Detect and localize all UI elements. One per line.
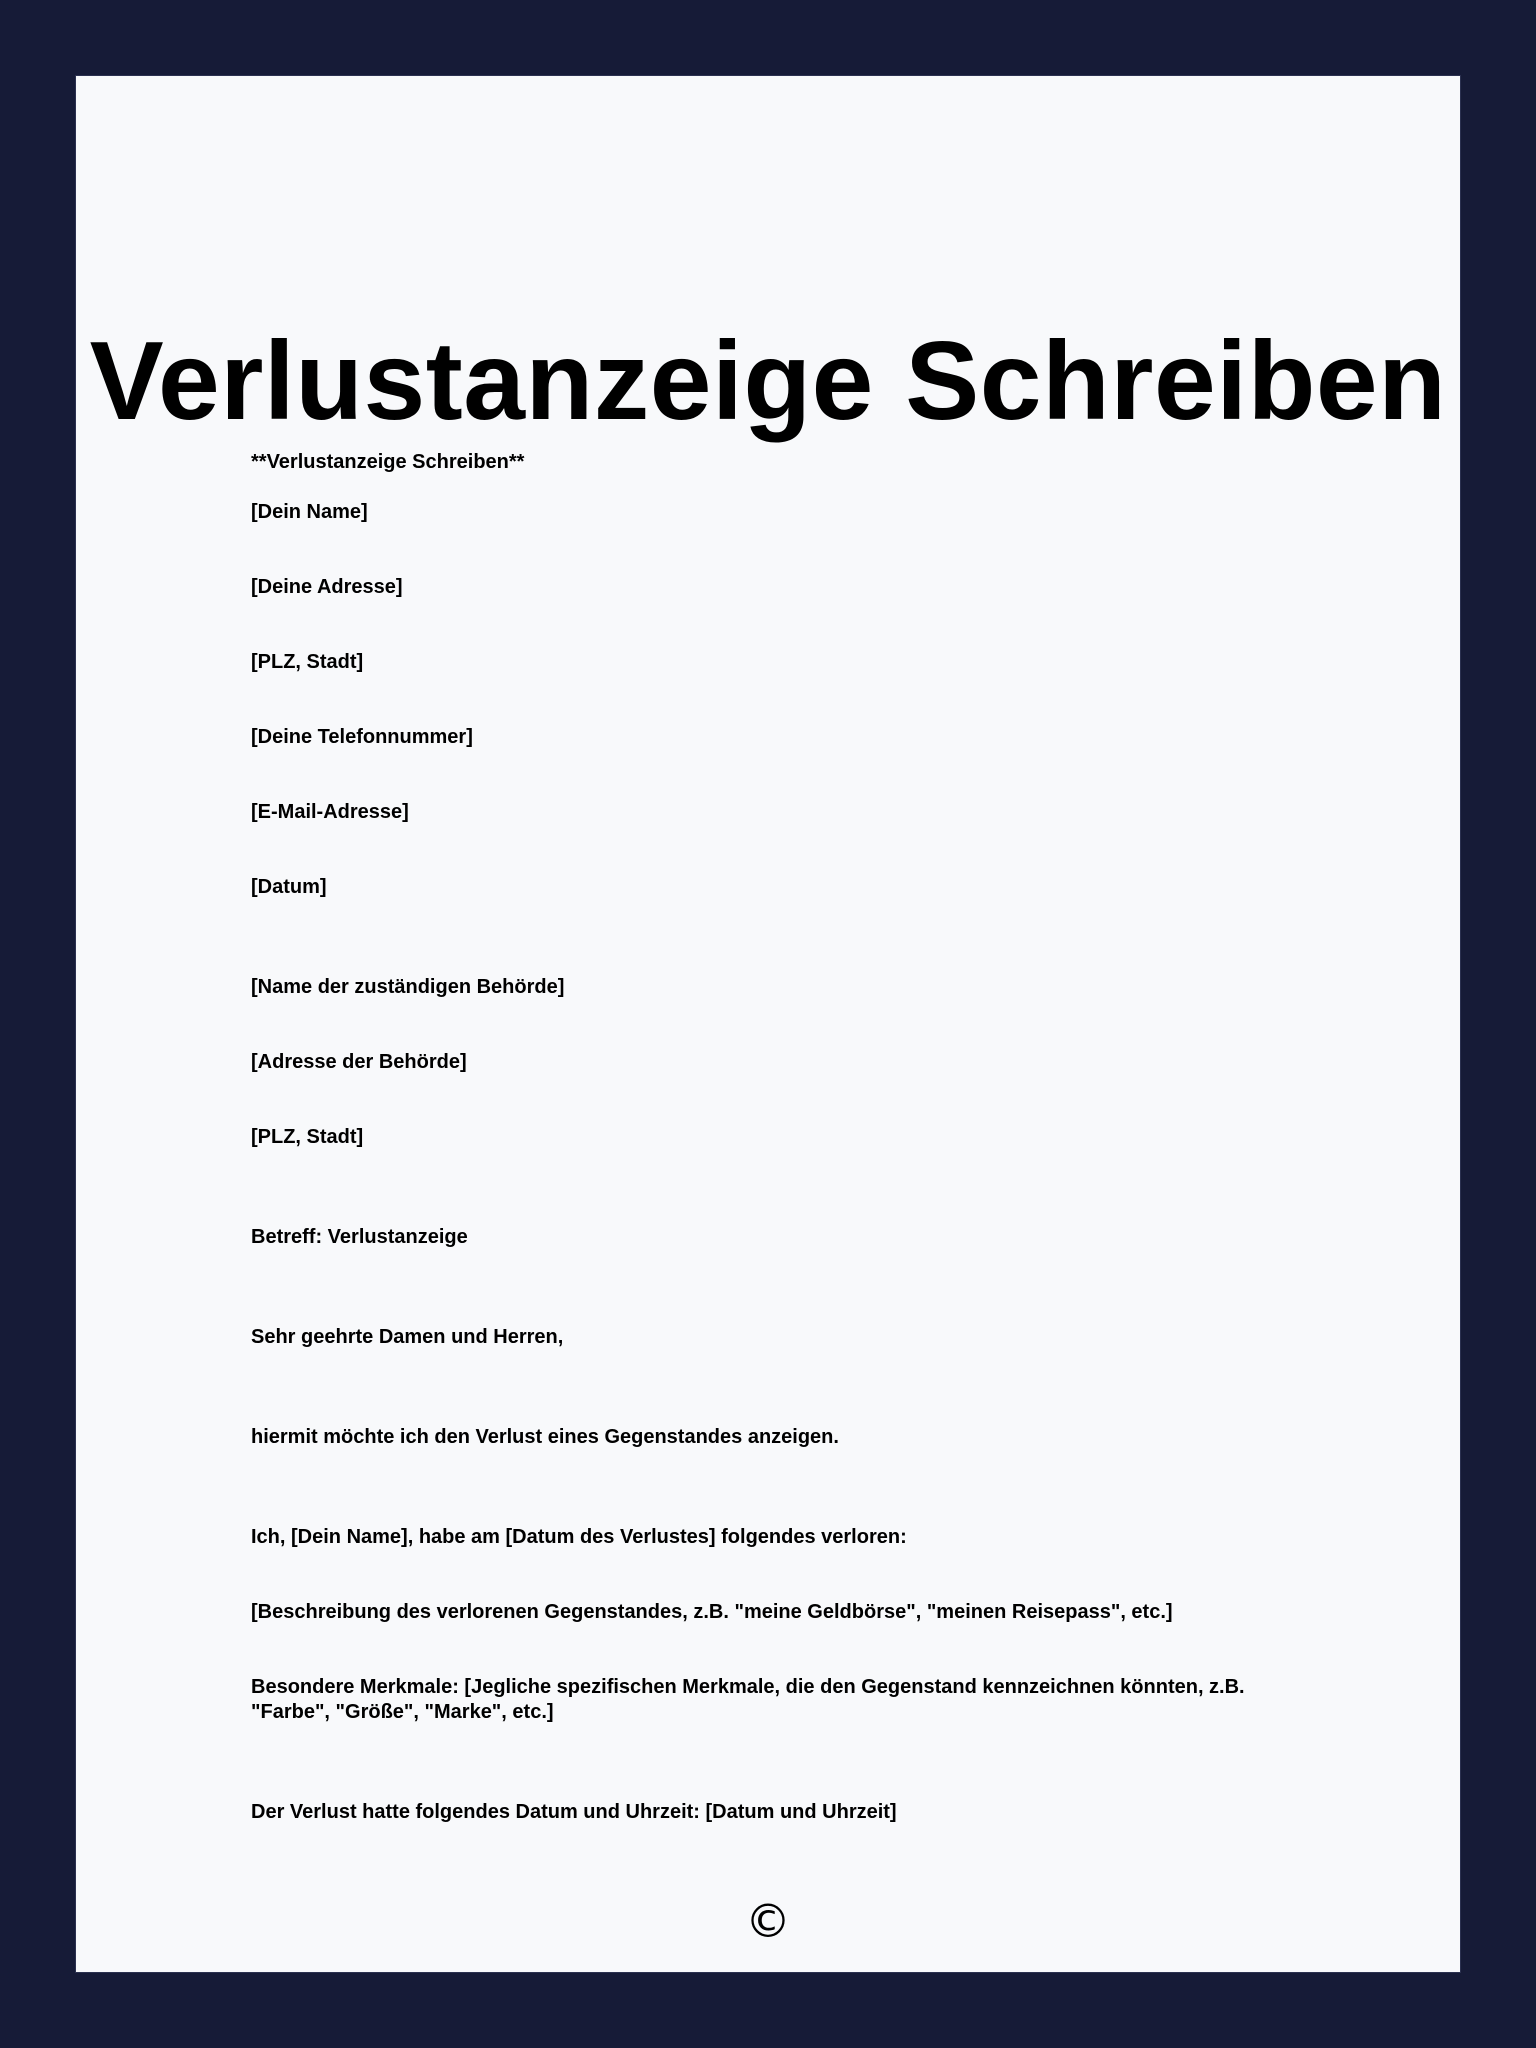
document-page xyxy=(75,75,1461,1973)
recipient-name: [Name der zuständigen Behörde] xyxy=(251,976,565,998)
sender-zip-city: [PLZ, Stadt] xyxy=(251,651,364,673)
recipient-address: [Adresse der Behörde] xyxy=(251,1051,467,1073)
heading-line: **Verlustanzeige Schreiben** xyxy=(251,451,525,473)
sender-phone: [Deine Telefonnummer] xyxy=(251,726,473,748)
sender-email: [E-Mail-Adresse] xyxy=(251,801,409,823)
sender-address: [Deine Adresse] xyxy=(251,576,403,598)
subject-line: Betreff: Verlustanzeige xyxy=(251,1226,468,1248)
recipient-zip-city: [PLZ, Stadt] xyxy=(251,1126,364,1148)
sender-name: [Dein Name] xyxy=(251,501,368,523)
sender-date: [Datum] xyxy=(251,876,327,898)
salutation: Sehr geehrte Damen und Herren, xyxy=(251,1326,564,1348)
copyright-icon: © xyxy=(745,1894,791,1948)
body-statement: Ich, [Dein Name], habe am [Datum des Verlustes] folgendes verloren: xyxy=(251,1526,907,1548)
item-features: Besondere Merkmale: [Jegliche spezifischen Merkmale, die den Gegenstand kennzeichnen könnten, z.B. "Farbe", "Größe", "Marke", etc.] xyxy=(251,1676,1251,1723)
loss-datetime: Der Verlust hatte folgendes Datum und Uhrzeit: [Datum und Uhrzeit] xyxy=(251,1801,897,1823)
body-intro: hiermit möchte ich den Verlust eines Gegenstandes anzeigen. xyxy=(251,1426,839,1448)
document-title: Verlustanzeige Schreiben xyxy=(89,319,1447,443)
item-description: [Beschreibung des verlorenen Gegenstandes, z.B. "meine Geldbörse", "meinen Reisepass", etc.] xyxy=(251,1601,1173,1623)
